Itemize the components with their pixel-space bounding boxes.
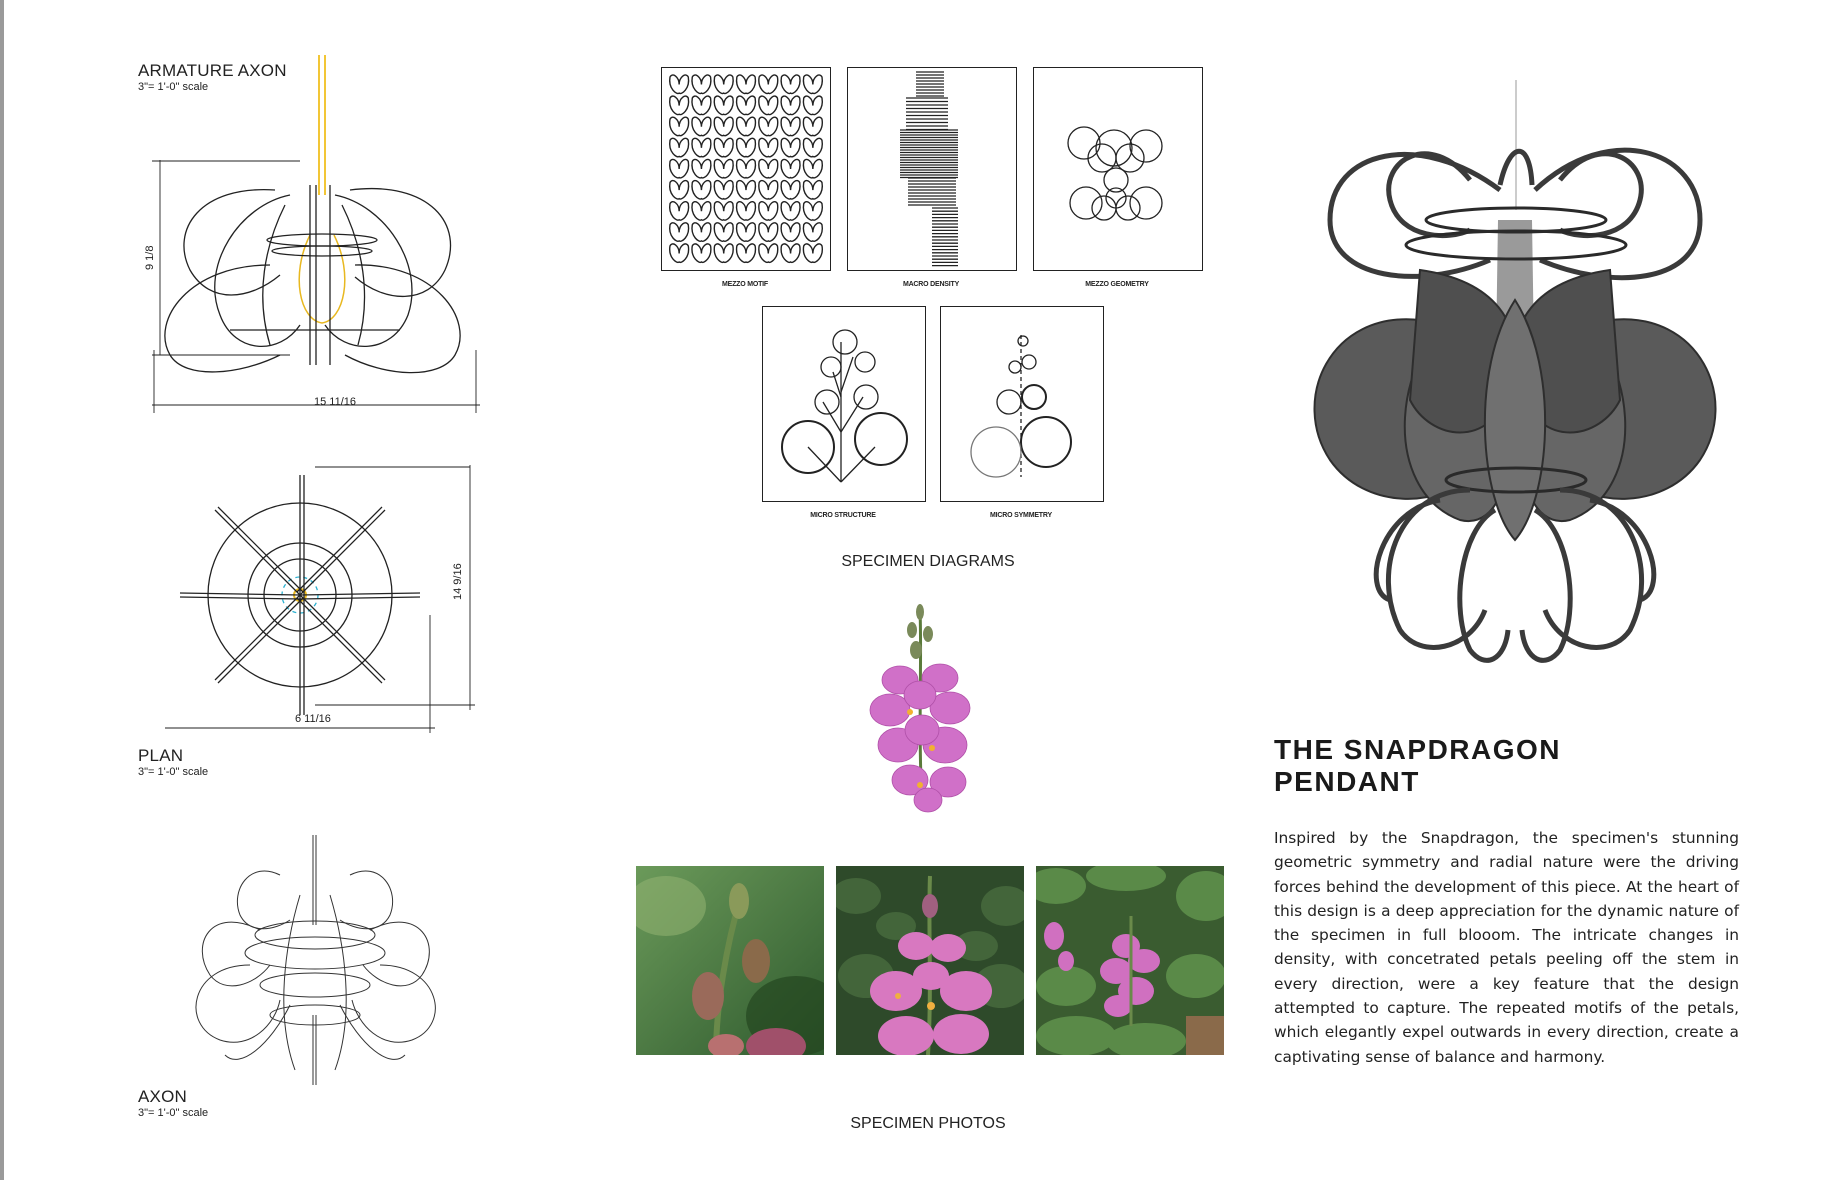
specimen-photos-heading: SPECIMEN PHOTOS: [850, 1115, 1006, 1132]
caption-macro-density: MACRO DENSITY: [902, 281, 960, 288]
diagram-macro-density: [847, 67, 1017, 271]
armature-height-dimension: 9 1/8: [144, 245, 156, 270]
specimen-photo-stalk: [836, 866, 1024, 1055]
caption-mezzo-geometry: MEZZO GEOMETRY: [1085, 281, 1149, 288]
specimen-photo-buds: [636, 866, 824, 1055]
armature-axon-scale: 3"= 1'-0" scale: [138, 81, 209, 93]
plan-scale: 3"= 1'-0" scale: [138, 766, 209, 778]
armature-axon-drawing: [130, 55, 490, 425]
diagram-micro-symmetry: [940, 306, 1104, 502]
product-title-line2: PENDANT: [1274, 766, 1420, 797]
caption-micro-symmetry: MICRO SYMMETRY: [990, 512, 1052, 519]
plan-depth-dimension: 14 9/16: [452, 563, 464, 600]
caption-micro-structure: MICRO STRUCTURE: [810, 512, 876, 519]
diagram-mezzo-motif: [661, 67, 831, 271]
caption-mezzo-motif: MEZZO MOTIF: [721, 281, 768, 288]
plan-label: PLAN: [138, 746, 184, 765]
armature-width-dimension: 15 11/16: [314, 396, 357, 408]
plan-radius-dimension: 6 11/16: [295, 713, 331, 725]
specimen-diagrams-heading: SPECIMEN DIAGRAMS: [841, 553, 1015, 570]
product-title-line1: THE SNAPDRAGON: [1274, 734, 1562, 765]
product-description: Inspired by the Snapdragon, the specimen's stunning geometric symmetry and radial nature were the driving forces behind the development of this piece. At the heart of this design is a deep appreciation for the dynamic nature of the specimen in full blooom. The intricate changes in density, with concetrated petals peeling off the stem in every direction, were a key feature that the design attempted to capture. The repeated motifs of the petals, which elegantly expel outwards in every direction, create a captivating sense of balance and harmony.: [1274, 829, 1739, 1066]
diagram-mezzo-geometry: [1033, 67, 1203, 271]
axon-drawing: [180, 835, 460, 1085]
product-title: [1274, 734, 1694, 798]
pendant-render-image: [1270, 70, 1760, 670]
diagram-micro-structure: [762, 306, 926, 502]
armature-axon-label: ARMATURE AXON: [138, 61, 287, 80]
snapdragon-flower-image: [850, 600, 1000, 820]
axon-label: AXON: [138, 1087, 187, 1106]
page-edge: [0, 0, 4, 1180]
specimen-photo-garden: [1036, 866, 1224, 1055]
plan-drawing: [165, 465, 485, 735]
axon-scale: 3"= 1'-0" scale: [138, 1107, 209, 1119]
